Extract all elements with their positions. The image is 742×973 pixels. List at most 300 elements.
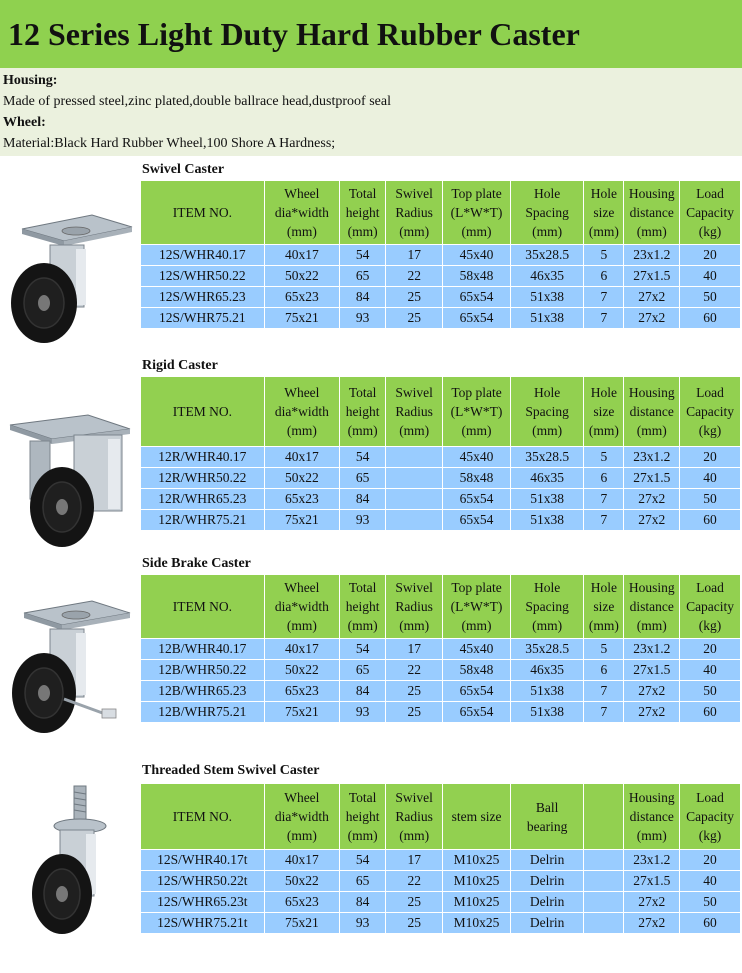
header-line: Swivel [395, 186, 433, 201]
table-row [141, 850, 741, 871]
header-line: (kg) [698, 423, 722, 438]
table-cell: 40 [680, 871, 741, 892]
header-line: Hole [590, 580, 617, 595]
table-cell: 27x2 [624, 308, 680, 329]
table-body [141, 850, 741, 934]
header-cell [443, 181, 511, 245]
table-cell: 27x1.5 [624, 266, 680, 287]
header-line: (mm) [399, 423, 430, 438]
table-cell: 54 [339, 245, 385, 266]
item-number-cell: 12S/WHR75.21 [141, 308, 265, 329]
table-row [141, 639, 741, 660]
header-cell [680, 181, 741, 245]
table-cell: 84 [339, 287, 385, 308]
table-cell: 75x21 [264, 913, 339, 934]
table-cell: 60 [680, 510, 741, 531]
item-number-cell: 12R/WHR40.17 [141, 447, 265, 468]
header-line: Total [348, 385, 377, 400]
table-body [141, 447, 741, 531]
header-line: distance [629, 404, 674, 419]
table-row [141, 447, 741, 468]
table-cell: 23x1.2 [624, 447, 680, 468]
table-cell: 27x2 [624, 681, 680, 702]
header-line: Hole [534, 580, 561, 595]
table-header-row [141, 181, 741, 245]
table-cell: 46x35 [511, 266, 584, 287]
table-cell: 65x23 [264, 287, 339, 308]
table-cell: 5 [584, 639, 624, 660]
table-row [141, 266, 741, 287]
housing-text: Made of pressed steel,zinc plated,double ballrace head,dustproof seal [3, 94, 391, 109]
header-cell [264, 181, 339, 245]
header-cell [680, 575, 741, 639]
table-cell: 5 [584, 447, 624, 468]
header-line: (mm) [347, 618, 378, 633]
table-cell: 50 [680, 681, 741, 702]
table-cell: 27x2 [624, 702, 680, 723]
table-header-row [141, 784, 741, 850]
table-cell [584, 892, 624, 913]
table-row [141, 660, 741, 681]
header-line: dia*width [274, 809, 329, 824]
header-line: (mm) [588, 423, 619, 438]
table-cell: 22 [386, 266, 443, 287]
table-cell: 40x17 [264, 245, 339, 266]
header-line: size [593, 205, 615, 220]
table-cell: M10x25 [443, 892, 511, 913]
table-cell [584, 871, 624, 892]
header-line: distance [629, 599, 674, 614]
table-cell: 27x2 [624, 287, 680, 308]
table-cell: 65 [339, 660, 385, 681]
table-cell: 51x38 [511, 287, 584, 308]
header-cell [339, 575, 385, 639]
item-number-cell: 12S/WHR50.22 [141, 266, 265, 287]
table-cell: 5 [584, 245, 624, 266]
header-line: distance [629, 205, 674, 220]
table-cell: 75x21 [264, 510, 339, 531]
header-line: Radius [395, 809, 433, 824]
header-cell [511, 377, 584, 447]
table-cell: 54 [339, 447, 385, 468]
header-line: bearing [526, 818, 568, 834]
table-cell: 93 [339, 308, 385, 329]
header-line: Top plate [451, 186, 502, 201]
header-line: Radius [395, 404, 433, 419]
table-cell: 54 [339, 850, 385, 871]
table-row [141, 489, 741, 510]
table-cell: 6 [584, 266, 624, 287]
table-row [141, 913, 741, 934]
header-line: (mm) [347, 423, 378, 438]
table-cell: 27x1.5 [624, 468, 680, 489]
table-cell: 27x2 [624, 510, 680, 531]
header-line: (L*W*T) [450, 205, 503, 220]
spec-table-threaded-stem [140, 783, 741, 934]
threaded-stem-caster-icon [4, 782, 136, 952]
header-line: Wheel [284, 186, 320, 201]
header-line: (mm) [286, 224, 317, 239]
table-cell: 54 [339, 639, 385, 660]
header-line: dia*width [274, 404, 329, 419]
header-line: Wheel [284, 385, 320, 400]
item-number-cell: 12B/WHR50.22 [141, 660, 265, 681]
table-cell: Delrin [511, 850, 584, 871]
header-line: Housing [628, 580, 675, 595]
header-cell [624, 784, 680, 850]
header-cell [386, 575, 443, 639]
table-row [141, 681, 741, 702]
table-cell: 22 [386, 660, 443, 681]
wheel-text: Material:Black Hard Rubber Wheel,100 Shore A Hardness; [3, 136, 336, 151]
header-line: (mm) [286, 423, 317, 438]
table-cell: 46x35 [511, 468, 584, 489]
table-cell: M10x25 [443, 913, 511, 934]
header-line: (mm) [636, 423, 667, 438]
header-cell [624, 575, 680, 639]
header-line: Spacing [525, 599, 569, 614]
header-line: height [345, 404, 380, 419]
header-line: distance [629, 809, 674, 824]
header-line: height [345, 205, 380, 220]
table-row [141, 892, 741, 913]
table-cell: 25 [386, 913, 443, 934]
item-number-cell: 12S/WHR65.23t [141, 892, 265, 913]
header-cell [264, 575, 339, 639]
header-line: (mm) [286, 828, 317, 843]
header-cell [624, 181, 680, 245]
table-cell: 40 [680, 660, 741, 681]
header-line: Capacity [686, 404, 735, 419]
table-cell: 7 [584, 510, 624, 531]
table-cell: 25 [386, 308, 443, 329]
header-line: Total [348, 186, 377, 201]
item-number-cell: 12R/WHR50.22 [141, 468, 265, 489]
header-line: (kg) [698, 224, 722, 239]
header-line: (mm) [347, 224, 378, 239]
header-line: Capacity [686, 599, 735, 614]
table-cell: 20 [680, 245, 741, 266]
header-cell [339, 181, 385, 245]
header-line: (mm) [636, 828, 667, 843]
item-number-cell: 12R/WHR75.21 [141, 510, 265, 531]
table-cell: 75x21 [264, 702, 339, 723]
header-line: (mm) [399, 828, 430, 843]
header-line: Spacing [525, 205, 569, 220]
header-cell [264, 377, 339, 447]
header-line: (kg) [698, 828, 722, 843]
item-number-cell: 12S/WHR40.17t [141, 850, 265, 871]
header-line: (mm) [461, 224, 492, 239]
table-cell: 51x38 [511, 702, 584, 723]
table-cell: 58x48 [443, 660, 511, 681]
header-line: (mm) [636, 618, 667, 633]
header-cell [511, 575, 584, 639]
section-title: Side Brake Caster [142, 556, 251, 571]
header-line: Spacing [525, 404, 569, 419]
table-cell: 65x23 [264, 489, 339, 510]
table-cell [386, 447, 443, 468]
table-cell: 50x22 [264, 871, 339, 892]
table-cell: 17 [386, 850, 443, 871]
table-cell: 27x2 [624, 913, 680, 934]
table-cell: 7 [584, 287, 624, 308]
table-cell: 23x1.2 [624, 639, 680, 660]
header-line: Capacity [686, 205, 735, 220]
table-cell: 27x1.5 [624, 660, 680, 681]
header-line: dia*width [274, 599, 329, 614]
header-cell [443, 784, 511, 850]
header-line: Housing [628, 385, 675, 400]
header-cell: ITEM NO. [141, 181, 265, 245]
table-cell: 93 [339, 702, 385, 723]
header-line: (mm) [588, 224, 619, 239]
table-cell: 93 [339, 913, 385, 934]
table-cell: 51x38 [511, 489, 584, 510]
header-cell [443, 377, 511, 447]
table-cell: 50x22 [264, 660, 339, 681]
table-cell: 17 [386, 245, 443, 266]
header-cell [339, 377, 385, 447]
table-cell: 51x38 [511, 308, 584, 329]
table-cell: 27x1.5 [624, 871, 680, 892]
table-cell: 6 [584, 468, 624, 489]
table-row [141, 245, 741, 266]
table-cell: 25 [386, 681, 443, 702]
header-line: (mm) [636, 224, 667, 239]
table-cell: Delrin [511, 871, 584, 892]
spec-table-swivel [140, 180, 741, 329]
table-cell: 75x21 [264, 308, 339, 329]
table-cell: 65 [339, 468, 385, 489]
table-header-row [141, 377, 741, 447]
header-line: Housing [628, 186, 675, 201]
table-cell: 65x54 [443, 489, 511, 510]
header-cell [339, 784, 385, 850]
header-cell [264, 784, 339, 850]
header-line: Total [348, 790, 377, 805]
table-cell: M10x25 [443, 871, 511, 892]
table-cell: 7 [584, 308, 624, 329]
header-line: (mm) [532, 618, 563, 633]
header-line: Hole [534, 186, 561, 201]
table-cell: 84 [339, 681, 385, 702]
header-line: Total [348, 580, 377, 595]
table-cell: 40 [680, 468, 741, 489]
table-row [141, 510, 741, 531]
table-cell: 65x54 [443, 510, 511, 531]
table-cell: 7 [584, 702, 624, 723]
header-line: Load [696, 186, 724, 201]
table-row [141, 468, 741, 489]
header-line: Hole [590, 186, 617, 201]
header-cell [584, 575, 624, 639]
header-cell [584, 181, 624, 245]
header-line: (mm) [532, 423, 563, 438]
table-cell: 65x54 [443, 702, 511, 723]
header-line: (mm) [461, 618, 492, 633]
table-cell: 45x40 [443, 639, 511, 660]
header-cell [584, 784, 624, 850]
spec-table-side-brake [140, 574, 741, 723]
table-cell: 17 [386, 639, 443, 660]
table-body [141, 245, 741, 329]
table-cell: 35x28.5 [511, 447, 584, 468]
header-line: (mm) [532, 224, 563, 239]
header-cell [680, 784, 741, 850]
table-cell: 58x48 [443, 468, 511, 489]
table-cell: Delrin [511, 913, 584, 934]
header-line: Top plate [451, 385, 502, 400]
table-cell: 27x2 [624, 892, 680, 913]
header-line: (mm) [461, 423, 492, 438]
section-title: Swivel Caster [142, 162, 225, 177]
table-cell: 65x54 [443, 681, 511, 702]
item-number-cell: 12S/WHR50.22t [141, 871, 265, 892]
table-row [141, 871, 741, 892]
table-cell: 50 [680, 489, 741, 510]
table-cell: 84 [339, 892, 385, 913]
header-cell [511, 181, 584, 245]
table-header-row [141, 575, 741, 639]
header-line: (mm) [286, 618, 317, 633]
header-line: Swivel [395, 580, 433, 595]
table-cell: 25 [386, 287, 443, 308]
header-line: Top plate [451, 580, 502, 595]
header-line: height [345, 809, 380, 824]
table-cell: 40x17 [264, 850, 339, 871]
table-cell: 60 [680, 702, 741, 723]
table-body [141, 639, 741, 723]
table-cell [584, 850, 624, 871]
table-cell: 45x40 [443, 245, 511, 266]
table-cell [386, 510, 443, 531]
header-line: Swivel [395, 385, 433, 400]
table-cell: 25 [386, 892, 443, 913]
header-cell [680, 377, 741, 447]
description-panel [0, 68, 742, 156]
table-cell: 50x22 [264, 266, 339, 287]
item-number-cell: 12B/WHR75.21 [141, 702, 265, 723]
table-cell: 46x35 [511, 660, 584, 681]
header-line: Swivel [395, 790, 433, 805]
table-cell: 50 [680, 892, 741, 913]
table-row [141, 308, 741, 329]
table-cell: 40x17 [264, 447, 339, 468]
table-cell: 22 [386, 871, 443, 892]
table-cell: 40x17 [264, 639, 339, 660]
header-line: Radius [395, 599, 433, 614]
header-line: Ball [535, 799, 559, 815]
table-cell: 65x54 [443, 287, 511, 308]
table-cell: Delrin [511, 892, 584, 913]
header-line: Load [696, 580, 724, 595]
table-cell: 25 [386, 702, 443, 723]
table-cell [386, 489, 443, 510]
table-cell: 65x23 [264, 892, 339, 913]
header-line: size [593, 404, 615, 419]
item-number-cell: 12R/WHR65.23 [141, 489, 265, 510]
side-brake-caster-icon [4, 597, 136, 743]
header-line: Housing [628, 790, 675, 805]
header-cell [584, 377, 624, 447]
item-number-cell: 12B/WHR40.17 [141, 639, 265, 660]
table-cell: 6 [584, 660, 624, 681]
header-cell [386, 784, 443, 850]
table-cell: 7 [584, 489, 624, 510]
table-cell: 51x38 [511, 510, 584, 531]
table-cell [584, 913, 624, 934]
table-cell: 50 [680, 287, 741, 308]
header-cell [386, 377, 443, 447]
header-line: (mm) [399, 224, 430, 239]
header-cell [386, 181, 443, 245]
table-cell: 23x1.2 [624, 850, 680, 871]
spec-table-rigid [140, 376, 741, 531]
table-cell: 65 [339, 266, 385, 287]
table-row [141, 287, 741, 308]
table-cell: 84 [339, 489, 385, 510]
rigid-caster-icon [4, 405, 136, 555]
header-line: (L*W*T) [450, 599, 503, 614]
table-cell: 60 [680, 913, 741, 934]
header-line: Hole [590, 385, 617, 400]
header-cell [624, 377, 680, 447]
header-line: stem size [451, 809, 502, 824]
table-cell: 20 [680, 447, 741, 468]
table-cell: 40 [680, 266, 741, 287]
page-title: 12 Series Light Duty Hard Rubber Caster [0, 0, 742, 68]
item-number-cell: 12S/WHR75.21t [141, 913, 265, 934]
header-line: height [345, 599, 380, 614]
table-cell: 60 [680, 308, 741, 329]
table-cell: 23x1.2 [624, 245, 680, 266]
table-row [141, 702, 741, 723]
table-cell: 51x38 [511, 681, 584, 702]
header-line: (kg) [698, 618, 722, 633]
item-number-cell: 12B/WHR65.23 [141, 681, 265, 702]
header-line: Capacity [686, 809, 735, 824]
table-cell: 20 [680, 639, 741, 660]
header-line: Load [696, 790, 724, 805]
header-line: Wheel [284, 580, 320, 595]
table-cell: 20 [680, 850, 741, 871]
header-line: (mm) [347, 828, 378, 843]
header-line: size [593, 599, 615, 614]
item-number-cell: 12S/WHR65.23 [141, 287, 265, 308]
section-title: Rigid Caster [142, 358, 218, 373]
table-cell [386, 468, 443, 489]
table-cell: 65 [339, 871, 385, 892]
table-cell: 35x28.5 [511, 245, 584, 266]
table-cell: 45x40 [443, 447, 511, 468]
table-cell: 7 [584, 681, 624, 702]
header-line: Load [696, 385, 724, 400]
table-cell: 35x28.5 [511, 639, 584, 660]
header-cell [443, 575, 511, 639]
header-cell [511, 784, 584, 850]
table-cell: 58x48 [443, 266, 511, 287]
swivel-caster-icon [4, 211, 136, 351]
header-line: (mm) [588, 618, 619, 633]
item-number-cell: 12S/WHR40.17 [141, 245, 265, 266]
header-cell: ITEM NO. [141, 575, 265, 639]
header-cell: ITEM NO. [141, 784, 265, 850]
header-line: (mm) [399, 618, 430, 633]
section-title: Threaded Stem Swivel Caster [142, 763, 320, 778]
table-cell: 27x2 [624, 489, 680, 510]
housing-label: Housing: [3, 73, 58, 88]
